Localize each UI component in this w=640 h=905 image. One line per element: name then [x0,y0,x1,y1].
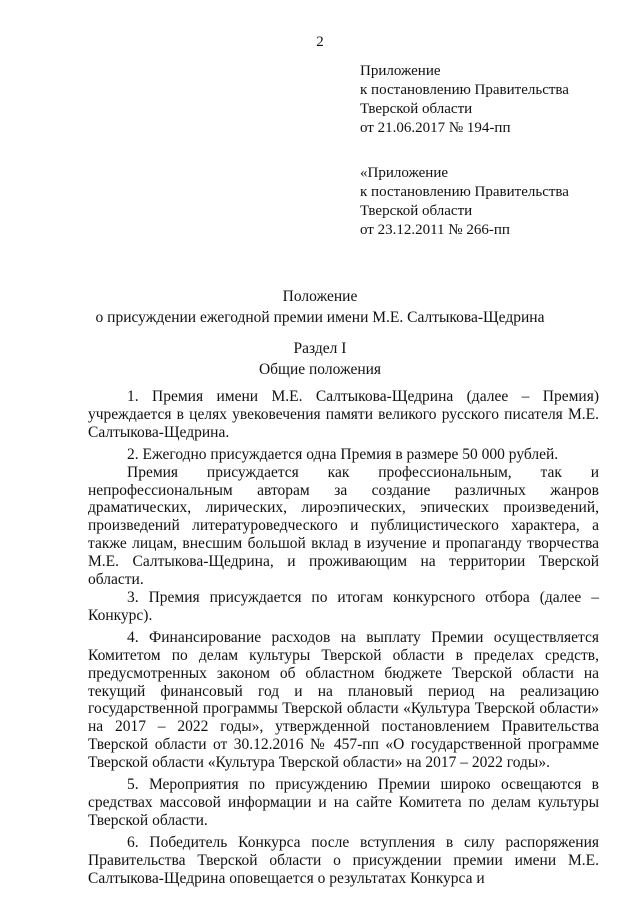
section-number: Раздел I [293,340,347,357]
section-heading [0,338,640,380]
annex-line: Приложение [360,63,441,79]
document-heading [0,286,640,328]
annex-current [360,62,569,138]
annex-line: Тверской области [360,101,473,117]
annex-line: к постановлению Правительства [360,184,569,200]
paragraph: 2. Ежегодно присуждается одна Премия в размере 50 000 рублей. [127,445,559,463]
document-subtitle: о присуждении ежегодной премии имени М.Е. Салтыкова-Щедрина [95,309,545,326]
section-title: Общие положения [258,361,382,378]
document-title: Положение [282,288,358,305]
paragraph: 6. Победитель Конкурса после вступления в силу распоряжения Правительства Тверской области о присуждении премии имени М.Е. Салтыкова-Щедрина оповещается о результатах Конкурса и [88,833,599,887]
paragraph: 5. Мероприятия по присуждению Премии широко освещаются в средствах массовой информации и на сайте Комитета по делам культуры Тверской области. [88,776,599,829]
document-body [88,388,599,887]
annex-line: «Приложение [360,165,449,181]
page-number: 2 [316,34,324,50]
annex-original [360,164,569,240]
annex-line: к постановлению Правительства [360,82,569,98]
paragraph: 4. Финансирование расходов на выплату Премии осуществляется Комитетом по делам культуры Тверской области в пределах средств, предусмотренных законом об областном бюджете Тверской области на текущий финансовый год и на плановый период на реализацию государственной программы Тверской области «Культура Тверской области» на 2017 – 2022 годы», утвержденной постановлением Правительства Тверской области от 30.12.2016 № 457-пп «О государственной программе Тверской области «Культура Тверской области» на 2017 – 2022 годы». [88,628,599,772]
annex-line: от 21.06.2017 № 194-пп [360,120,511,136]
paragraph: 3. Премия присуждается по итогам конкурсного отбора (далее – Конкурс). [88,588,599,624]
paragraph: Премия присуждается как профессиональным, так и непрофессиональным авторам за создание различных жанров драматических, лирических, лироэпических, эпических произведений, произведений литературоведческого и публицистического характера, а также лицам, внесшим большой вклад в изучение и пропаганду творчества М.Е. Салтыкова-Щедрина, и проживающим на территории Тверской области. [88,463,599,589]
annex-line: Тверской области [360,203,473,219]
paragraph: 1. Премия имени М.Е. Салтыкова-Щедрина (далее – Премия) учреждается в целях увековечения памяти великого русского писателя М.Е. Салтыкова-Щедрина. [88,388,599,441]
annex-line: от 23.12.2011 № 266-пп [360,222,510,238]
